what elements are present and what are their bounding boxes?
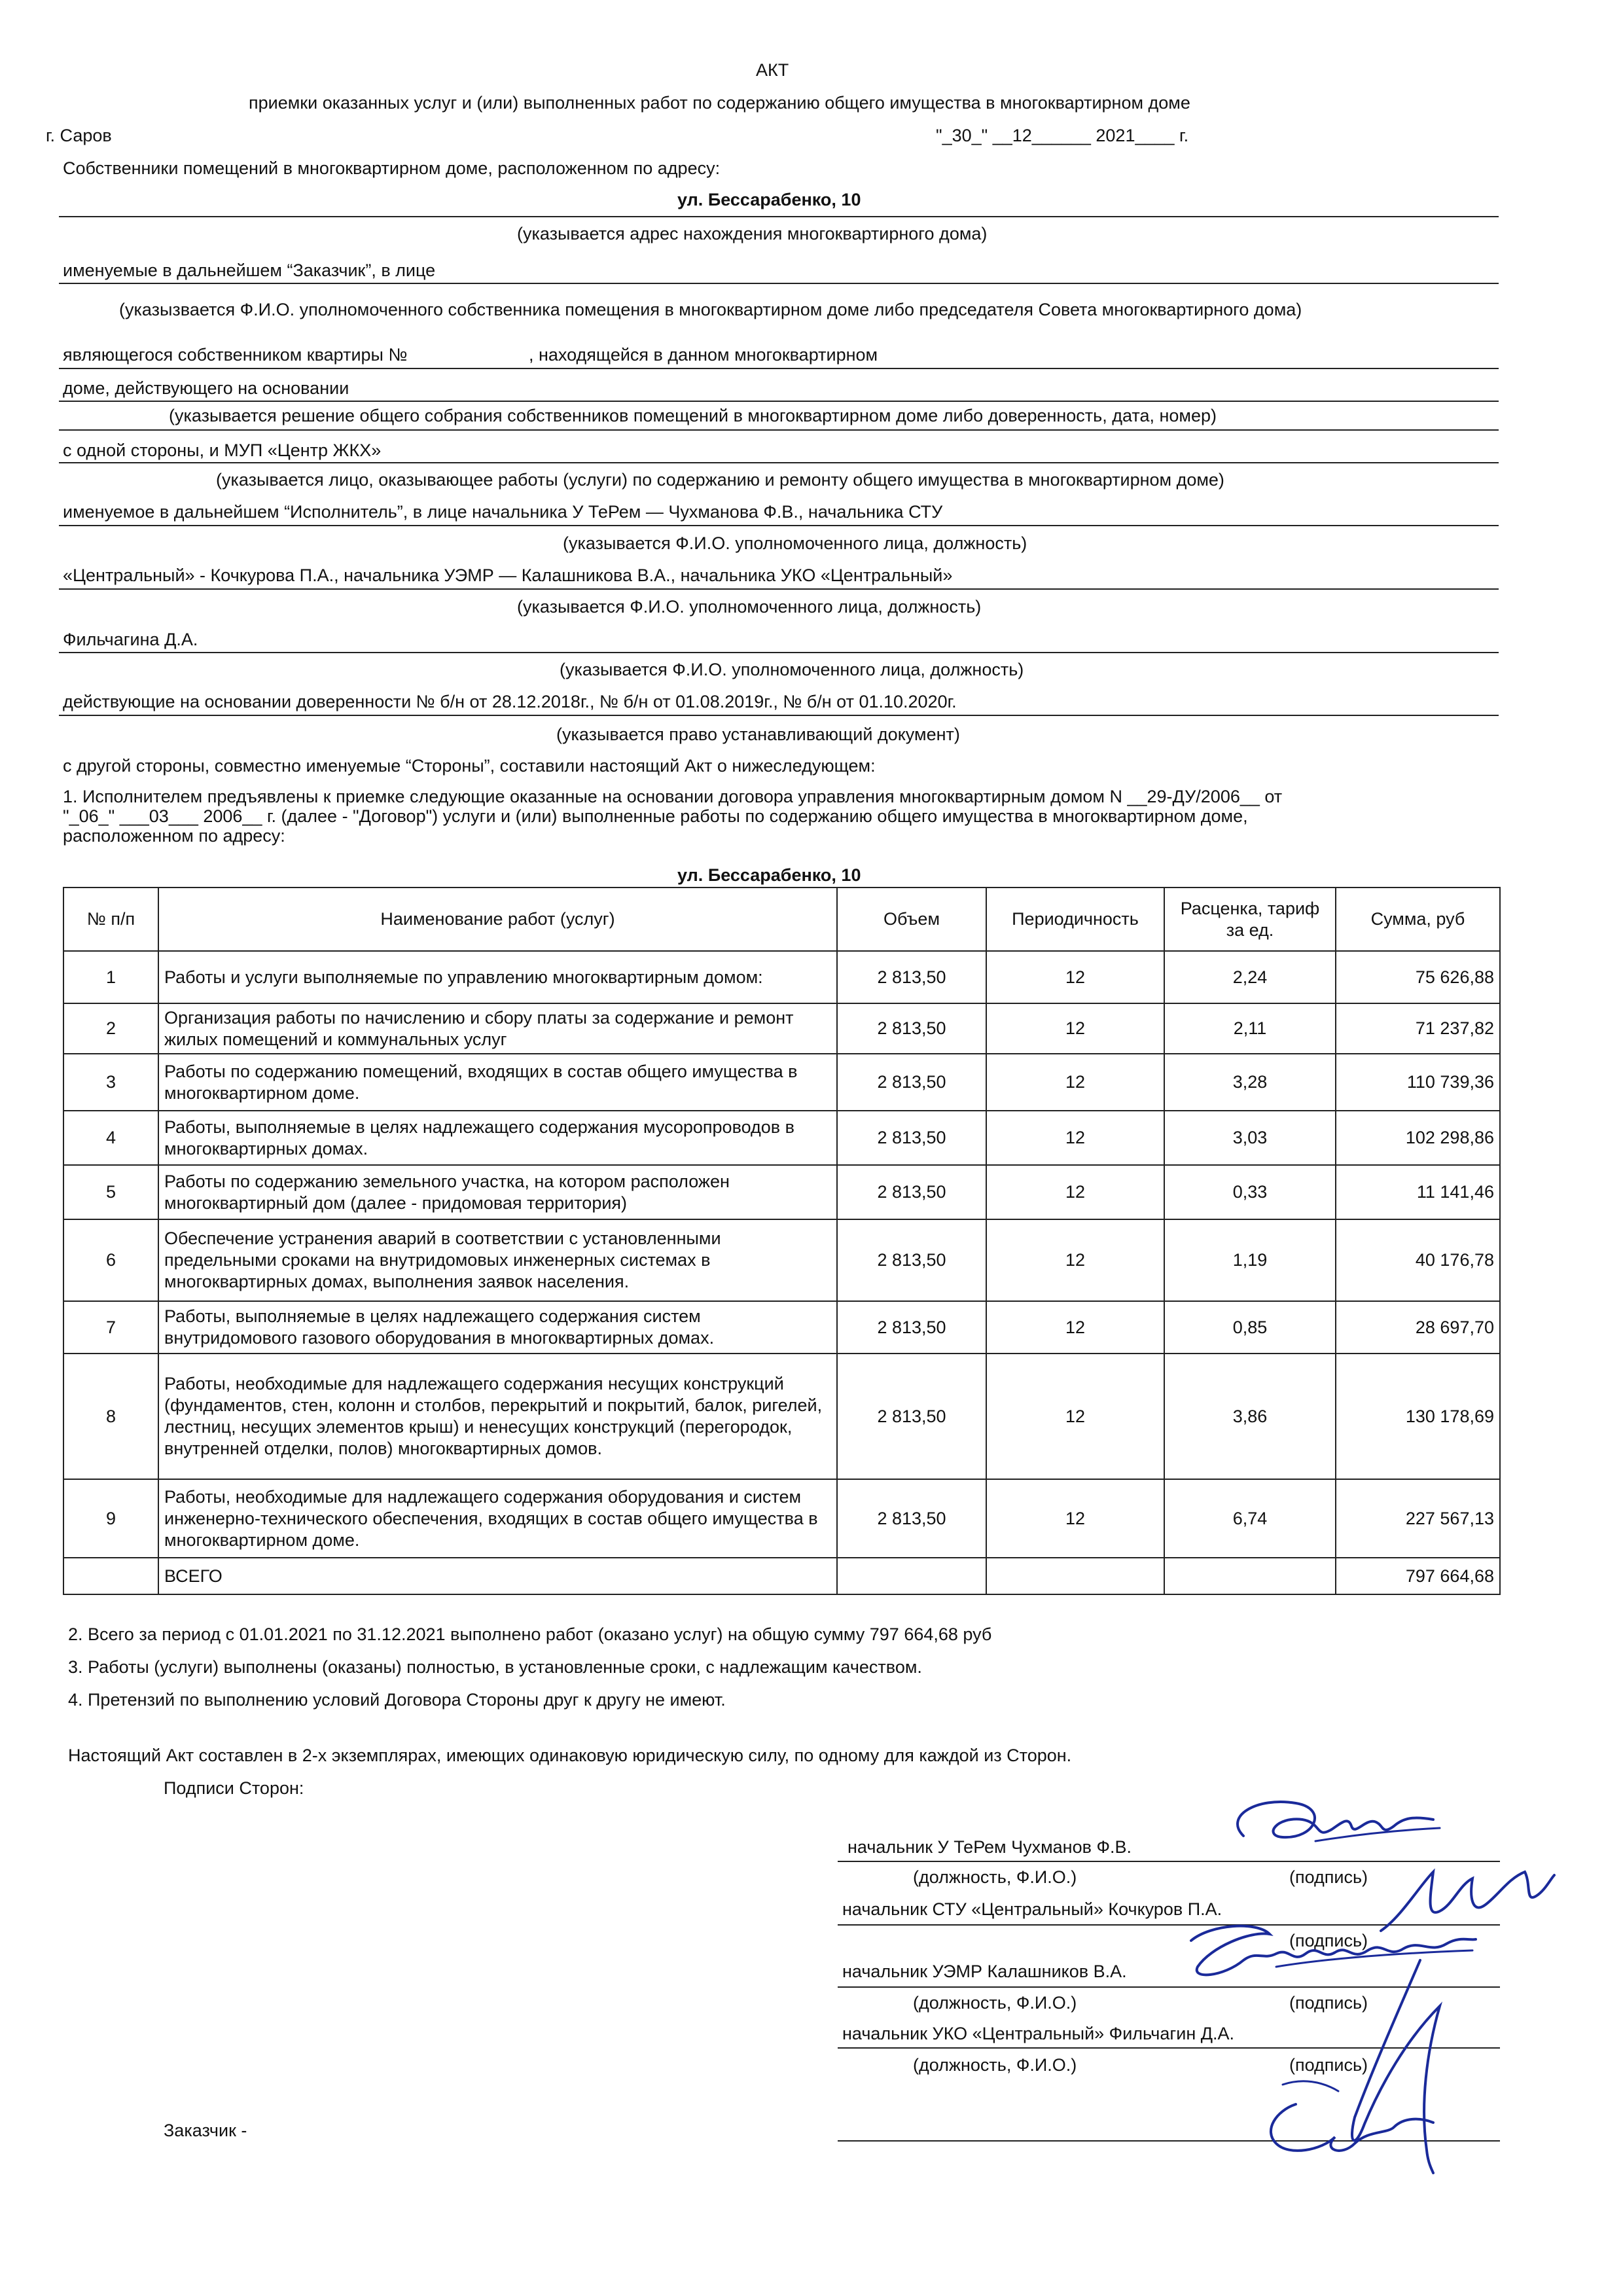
row-periodicity: 12	[986, 1054, 1164, 1111]
paragraph-1-line-3: расположенном по адресу:	[63, 826, 285, 846]
row-number: 2	[63, 1003, 158, 1054]
header-volume: Объем	[837, 888, 986, 951]
divider	[59, 216, 1499, 217]
table-row	[63, 1354, 1500, 1479]
executor-line-2: «Центральный» - Кочкурова П.А., начальника УЭМР — Калашникова В.А., начальника УКО «Центральный»	[63, 565, 953, 585]
row-periodicity: 12	[986, 951, 1164, 1003]
header-rate: Расценка, тариф за ед.	[1164, 888, 1336, 951]
customer-label: Заказчик -	[164, 2121, 247, 2140]
divider	[59, 588, 1499, 590]
row-rate: 3,28	[1164, 1054, 1336, 1111]
row-number: 9	[63, 1479, 158, 1558]
row-name: Работы, необходимые для надлежащего содержания несущих конструкций (фундаментов, стен, колонн и столбов, перекрытий и покрытий, балок, ригелей, лестниц, несущих элементов крыш) и ненесущих конструкций (перегородок, внутренней отделки, полов) многоквартирных домов.	[158, 1354, 837, 1479]
signature-hint: (подпись)	[1289, 1993, 1368, 2013]
signer-4: начальник УКО «Центральный» Фильчагин Д.А.	[842, 2024, 1235, 2043]
row-rate: 0,85	[1164, 1301, 1336, 1354]
parties-line: с другой стороны, совместно именуемые “Стороны”, составили настоящий Акт о нижеследующем:	[63, 756, 876, 776]
paragraph-4: 4. Претензий по выполнению условий Договора Стороны друг к другу не имеют.	[68, 1690, 726, 1710]
row-sum: 75 626,88	[1336, 951, 1500, 1003]
table-row	[63, 1111, 1500, 1165]
row-volume: 2 813,50	[837, 1219, 986, 1301]
row-sum: 130 178,69	[1336, 1354, 1500, 1479]
divider	[59, 283, 1499, 284]
row-number: 8	[63, 1354, 158, 1479]
executor-line: именуемое в дальнейшем “Исполнитель”, в лице начальника У ТеРем — Чухманова Ф.В., начальника СТУ	[63, 502, 943, 522]
table-row	[63, 951, 1500, 1003]
row-volume: 2 813,50	[837, 1111, 986, 1165]
city: г. Саров	[46, 126, 112, 145]
row-sum: 110 739,36	[1336, 1054, 1500, 1111]
divider	[59, 429, 1499, 431]
table-row	[63, 1219, 1500, 1301]
row-periodicity: 12	[986, 1165, 1164, 1219]
position-hint: (должность, Ф.И.О.)	[913, 2055, 1077, 2075]
table-header-row	[63, 888, 1500, 951]
executor-hint-2: (указывается Ф.И.О. уполномоченного лица, должность)	[517, 597, 982, 617]
row-volume: 2 813,50	[837, 951, 986, 1003]
side-line: с одной стороны, и МУП «Центр ЖКХ»	[63, 440, 382, 460]
total-empty-cell	[63, 1558, 158, 1594]
row-periodicity: 12	[986, 1219, 1164, 1301]
address-hint: (указывается адрес нахождения многоквартирного дома)	[517, 224, 988, 243]
power-of-attorney-line: действующие на основании доверенности № б/н от 28.12.2018г., № б/н от 01.08.2019г., № б/н от 01.10.2020г.	[63, 692, 957, 711]
row-name: Работы по содержанию земельного участка, на котором расположен многоквартирный дом (далее - придомовая территория)	[158, 1165, 837, 1219]
row-rate: 1,19	[1164, 1219, 1336, 1301]
owner-flat-label: являющегося собственником квартиры №	[63, 345, 408, 365]
power-hint: (указывается право устанавливающий документ)	[556, 725, 960, 744]
row-rate: 3,03	[1164, 1111, 1336, 1165]
works-table	[63, 887, 1501, 1595]
row-rate: 0,33	[1164, 1165, 1336, 1219]
row-volume: 2 813,50	[837, 1301, 986, 1354]
table-total-row	[63, 1558, 1500, 1594]
row-name: Работы, необходимые для надлежащего содержания оборудования и систем инженерно-технического обеспечения, входящих в состав общего имущества в многоквартирном доме.	[158, 1479, 837, 1558]
signer-1: начальник У ТеРем Чухманов Ф.В.	[847, 1837, 1132, 1857]
row-rate: 2,11	[1164, 1003, 1336, 1054]
row-number: 4	[63, 1111, 158, 1165]
row-number: 5	[63, 1165, 158, 1219]
table-row	[63, 1479, 1500, 1558]
row-periodicity: 12	[986, 1111, 1164, 1165]
row-name: Работы и услуги выполняемые по управлению многоквартирным домом:	[158, 951, 837, 1003]
owner-flat-label-b: , находящейся в данном многоквартирном	[529, 345, 878, 365]
customer-hint: (указызвается Ф.И.О. уполномоченного собственника помещения в многоквартирном доме либо председателя Совета многоквартирного дома)	[119, 300, 1302, 319]
row-name: Работы, выполняемые в целях надлежащего содержания мусоропроводов в многоквартирных домах.	[158, 1111, 837, 1165]
row-sum: 227 567,13	[1336, 1479, 1500, 1558]
row-rate: 3,86	[1164, 1354, 1336, 1479]
signer-2: начальник СТУ «Центральный» Кочкуров П.А.	[842, 1899, 1222, 1919]
table-row	[63, 1301, 1500, 1354]
divider	[59, 525, 1499, 526]
total-empty-cell	[1164, 1558, 1336, 1594]
row-sum: 28 697,70	[1336, 1301, 1500, 1354]
row-sum: 40 176,78	[1336, 1219, 1500, 1301]
executor-line-3: Фильчагина Д.А.	[63, 630, 198, 649]
row-name: Обеспечение устранения аварий в соответствии с установленными предельными сроками на внутридомовых инженерных системах в многоквартирных домах, выполнения заявок населения.	[158, 1219, 837, 1301]
divider	[59, 652, 1499, 653]
row-number: 3	[63, 1054, 158, 1111]
paragraph-2: 2. Всего за период с 01.01.2021 по 31.12.2021 выполнено работ (оказано услуг) на общую сумму 797 664,68 руб	[68, 1624, 992, 1644]
signature-hint: (подпись)	[1289, 1867, 1368, 1887]
owners-line: Собственники помещений в многоквартирном доме, расположенном по адресу:	[63, 158, 721, 178]
paragraph-1-line-1: 1. Исполнителем предъявлены к приемке следующие оказанные на основании договора управления многоквартирным домом N __29-ДУ/2006__ от	[63, 787, 1283, 806]
document-subtitle: приемки оказанных услуг и (или) выполненных работ по содержанию общего имущества в многоквартирном доме	[249, 93, 1190, 113]
paragraph-3: 3. Работы (услуги) выполнены (оказаны) полностью, в установленные сроки, с надлежащим качеством.	[68, 1657, 922, 1677]
divider	[59, 401, 1499, 402]
copies-statement: Настоящий Акт составлен в 2-х экземплярах, имеющих одинаковую юридическую силу, по одному для каждой из Сторон.	[68, 1746, 1072, 1765]
header-number: № п/п	[63, 888, 158, 951]
row-number: 7	[63, 1301, 158, 1354]
total-empty-cell	[986, 1558, 1164, 1594]
signature-hint: (подпись)	[1289, 1931, 1368, 1950]
header-sum: Сумма, руб	[1336, 888, 1500, 951]
signature-hint: (подпись)	[1289, 2055, 1368, 2075]
executor-hint-3: (указывается Ф.И.О. уполномоченного лица, должность)	[560, 660, 1024, 679]
executor-hint: (указывается Ф.И.О. уполномоченного лица, должность)	[563, 533, 1027, 553]
row-number: 1	[63, 951, 158, 1003]
divider	[59, 462, 1499, 463]
table-row	[63, 1054, 1500, 1111]
total-value: 797 664,68	[1336, 1558, 1500, 1594]
table-row	[63, 1165, 1500, 1219]
divider	[59, 715, 1499, 716]
handwritten-signature-4	[1224, 1954, 1538, 2176]
row-sum: 11 141,46	[1336, 1165, 1500, 1219]
row-volume: 2 813,50	[837, 1003, 986, 1054]
table-row	[63, 1003, 1500, 1054]
signatures-title: Подписи Сторон:	[164, 1778, 304, 1798]
document-date: "_30_" __12______ 2021____ г.	[936, 126, 1189, 145]
row-name: Работы по содержанию помещений, входящих в состав общего имущества в многоквартирном доме.	[158, 1054, 837, 1111]
divider	[59, 368, 1499, 369]
handwritten-signature-1	[1217, 1790, 1453, 1862]
signer-3: начальник УЭМР Калашников В.А.	[842, 1962, 1127, 1981]
row-volume: 2 813,50	[837, 1354, 986, 1479]
row-periodicity: 12	[986, 1479, 1164, 1558]
header-name: Наименование работ (услуг)	[158, 888, 837, 951]
basis-line: доме, действующего на основании	[63, 378, 349, 398]
customer-line: именуемые в дальнейшем “Заказчик”, в лице	[63, 260, 436, 280]
row-name: Работы, выполняемые в целях надлежащего содержания систем внутридомового газового оборудования в многоквартирных домах.	[158, 1301, 837, 1354]
basis-hint: (указывается решение общего собрания собственников помещений в многоквартирном доме либо доверенность, дата, номер)	[169, 406, 1217, 425]
address-2: ул. Бессарабенко, 10	[677, 865, 861, 885]
position-hint: (должность, Ф.И.О.)	[913, 1993, 1077, 2013]
row-sum: 102 298,86	[1336, 1111, 1500, 1165]
document-title: АКТ	[756, 60, 789, 80]
row-volume: 2 813,50	[837, 1479, 986, 1558]
side-hint: (указывается лицо, оказывающее работы (услуги) по содержанию и ремонту общего имущества в многоквартирном доме)	[216, 470, 1224, 490]
row-name: Организация работы по начислению и сбору платы за содержание и ремонт жилых помещений и коммунальных услуг	[158, 1003, 837, 1054]
total-empty-cell	[837, 1558, 986, 1594]
row-periodicity: 12	[986, 1354, 1164, 1479]
paragraph-1-line-2: "_06_" ___03___ 2006__ г. (далее - "Договор") услуги и (или) выполненные работы по содержанию общего имущества в многоквартирном доме,	[63, 806, 1248, 826]
row-number: 6	[63, 1219, 158, 1301]
row-volume: 2 813,50	[837, 1054, 986, 1111]
address: ул. Бессарабенко, 10	[677, 190, 861, 209]
row-rate: 2,24	[1164, 951, 1336, 1003]
total-label: ВСЕГО	[158, 1558, 837, 1594]
position-hint: (должность, Ф.И.О.)	[913, 1867, 1077, 1887]
row-sum: 71 237,82	[1336, 1003, 1500, 1054]
row-volume: 2 813,50	[837, 1165, 986, 1219]
row-rate: 6,74	[1164, 1479, 1336, 1558]
row-periodicity: 12	[986, 1301, 1164, 1354]
row-periodicity: 12	[986, 1003, 1164, 1054]
header-periodicity: Периодичность	[986, 888, 1164, 951]
